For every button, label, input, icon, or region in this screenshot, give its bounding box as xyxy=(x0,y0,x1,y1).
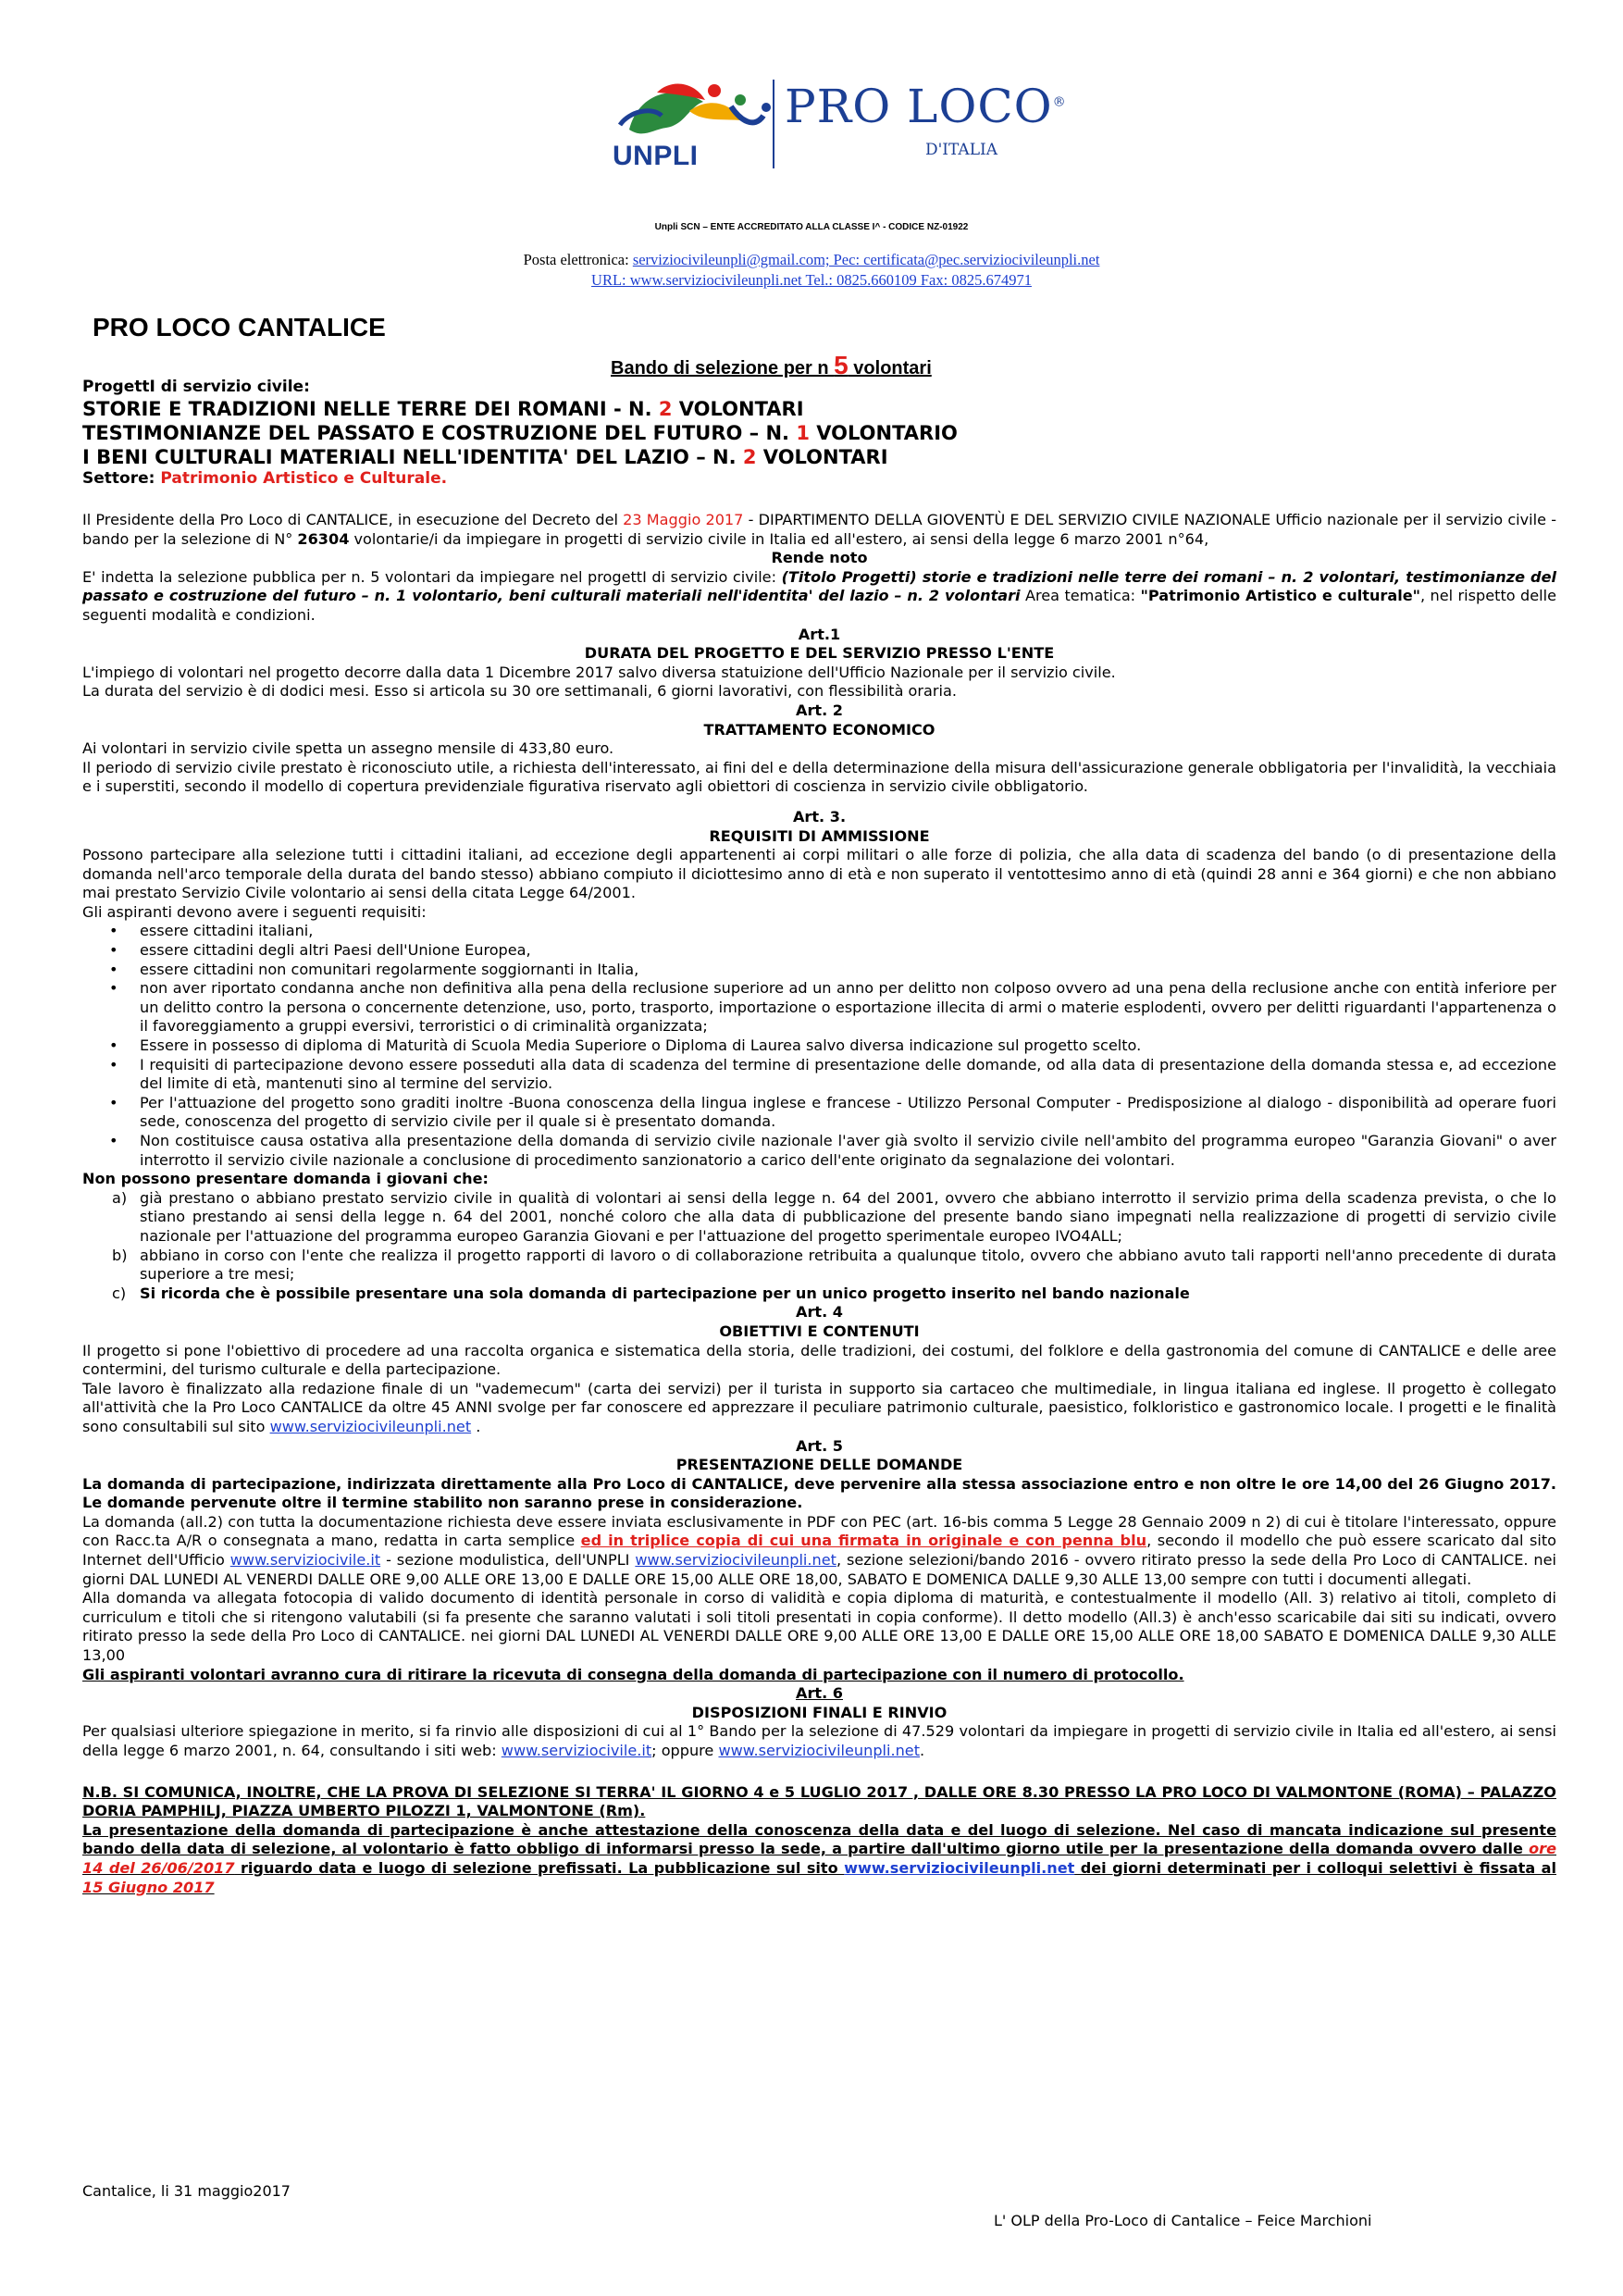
spacer xyxy=(82,1761,1556,1783)
art3-p2: Gli aspiranti devono avere i seguenti requisiti: xyxy=(82,902,427,921)
art1-p2: La durata del servizio è di dodici mesi. Esso si articola su 30 ore settimanali, 6 giorni lavorativi, con flessibilità oraria. xyxy=(82,682,957,701)
requirement-item: • essere cittadini degli altri Paesi dell'Unione Europea, xyxy=(140,941,1556,961)
bando-title xyxy=(611,351,932,380)
document-body xyxy=(82,378,1556,1897)
settore-line xyxy=(82,469,1556,489)
email-links[interactable]: serviziocivileunpli@gmail.com; Pec: certificata@pec.serviziocivileunpli.net xyxy=(632,251,1100,268)
art5-p2 xyxy=(82,1513,1556,1589)
project-2-name: TESTIMONIANZE DEL PASSATO E COSTRUZIONE DEL FUTURO – N. xyxy=(82,422,797,444)
unpli-logo-text: UNPLI xyxy=(613,141,699,171)
rende-noto-area: "Patrimonio Artistico e culturale" xyxy=(1140,587,1421,605)
art6-p1 xyxy=(82,1722,1556,1760)
organization-title: PRO LOCO CANTALICE xyxy=(93,313,386,341)
projects-heading: ProgettI di servizio civile: xyxy=(82,378,310,396)
art1-p1: L'impiego di volontari nel progetto decorre dalla data 1 Dicembre 2017 salvo diversa statuizione dell'Ufficio Nazionale per il servizio civile. xyxy=(82,663,1116,681)
intro-a: Il Presidente della Pro Loco di CANTALICE, in esecuzione del Decreto del xyxy=(82,511,624,528)
nb-p2-b: riguardo data e luogo di selezione prefissati. La pubblicazione sul sito xyxy=(234,1858,845,1877)
logo-divider xyxy=(773,80,774,168)
exclusion-marker: a) xyxy=(112,1188,128,1207)
art6-number: Art. 6 xyxy=(795,1684,843,1703)
nb-p2-c: dei giorni determinati per i colloqui selettivi è fissata al xyxy=(1074,1858,1556,1877)
non-possono-heading: Non possono presentare domanda i giovani che: xyxy=(82,1170,489,1188)
art5-p2-a: La domanda (all.2) con tutta la documentazione richiesta deve essere inviata esclusivamente in PDF con PEC (art. 16-bis comma 5 Legge 28 Gennaio 2009 n 2) di cui è titolare l'interessato, oppure con Racc.ta A/R o consegnata a mano, redatta in carta semplice xyxy=(82,1512,1556,1550)
project-2-unit: VOLONTARIO xyxy=(809,422,958,444)
exclusion-item xyxy=(112,1246,1556,1285)
url-phone-link[interactable]: URL: www.serviziocivileunpli.net Tel.: 0825.660109 Fax: 0825.674971 xyxy=(591,271,1032,289)
footer-place-date: Cantalice, li 31 maggio2017 xyxy=(82,2182,291,2200)
art2-p1: Ai volontari in servizio civile spetta un assegno mensile di 433,80 euro. xyxy=(82,739,614,758)
project-3-name: I BENI CULTURALI MATERIALI NELL'IDENTITA' DEL LAZIO – N. xyxy=(82,446,743,468)
art4-p2-end: . xyxy=(471,1417,481,1435)
project-2 xyxy=(82,421,1556,445)
spacer xyxy=(82,797,1556,808)
project-1 xyxy=(82,397,1556,421)
accreditation-line: Unpli SCN – ENTE ACCREDITATO ALLA CLASSE I^ - CODICE NZ-01922 xyxy=(654,222,969,232)
project-3-unit: VOLONTARI xyxy=(756,446,888,468)
requirements-list xyxy=(82,922,1556,1170)
art2-p2: Il periodo di servizio civile prestato è riconosciuto utile, a richiesta dell'interessato, ai fini del e della determinazione della misura dell'assicurazione generale obbligatoria per l'invalidità, la vecchiaia e i superstiti, secondo il modello di copertura previdenziale figurativa riservato agli obiettori di coscienza in servizio civile obbligatorio. xyxy=(82,758,1556,796)
email-label: Posta elettronica: xyxy=(523,251,629,268)
project-1-count: 2 xyxy=(658,398,673,420)
project-3-count: 2 xyxy=(742,446,757,468)
exclusion-marker: c) xyxy=(112,1284,127,1302)
nb-p1: N.B. SI COMUNICA, INOLTRE, CHE LA PROVA DI SELEZIONE SI TERRA' IL GIORNO 4 e 5 LUGLIO 2017 , DALLE ORE 8.30 PRESSO LA PRO LOCO DI VALMONTONE (ROMA) – PALAZZO DORIA PAMPHILJ, PIAZZA UMBERTO PILOZZI 1, VALMONTONE (Rm). xyxy=(82,1782,1556,1820)
art6-p1-a: Per qualsiasi ulteriore spiegazione in merito, si fa rinvio alle disposizioni di cui al 1° Bando per la selezione di 47.529 volontari da impiegare in progetti di servizio civile in Italia ed all'estero, ai sensi della legge 6 marzo 2001, n. 64, consultando i siti web: xyxy=(82,1722,1556,1759)
settore-value: Patrimonio Artistico e Culturale. xyxy=(160,469,448,488)
art3-p1: Possono partecipare alla selezione tutti i cittadini italiani, ad eccezione degli appartenenti ai corpi militari o alle forze di polizia, che alla data di scadenza del bando (o di presentazione della domanda nell'arco temporale della durata del bando stesso) abbiano compiuto il diciottesimo anno di età e non superato il ventottesimo anno di età (quindi 28 anni e 364 giorni) e che non abbiano mai prestato Servizio Civile volontario ai sensi della citata Legge 64/2001. xyxy=(82,846,1556,902)
registered-mark: ® xyxy=(1052,94,1067,110)
art5-p2-b: , secondo il modello che può essere scaricato dal sito Internet dell'Ufficio xyxy=(82,1532,1556,1570)
exclusion-item xyxy=(112,1188,1556,1247)
rende-noto-a: E' indetta la selezione pubblica per n. 5 volontari da impiegare nel progettI di servizio civile: xyxy=(82,567,782,586)
art6-title: DISPOSIZIONI FINALI E RINVIO xyxy=(691,1703,948,1721)
requirement-item: • non aver riportato condanna anche non definitiva alla pena della reclusione superiore ad un anno per delitto non colposo ovvero ad una pena della reclusione anche con entità inferiore per un delitto contro la persona o concernente detenzione, uso, porto, trasporto, importazione o esportazione illecita di armi o materie esplodenti, ovvero per delitti riguardanti l'appartenenza o il favoreggiamento a gruppi eversivi, terroristici o di criminalità organizzata; xyxy=(140,979,1556,1036)
nb-publication-date: 15 Giugno 2017 xyxy=(82,1878,215,1896)
proloco-logo-text xyxy=(785,80,1067,133)
requirement-item: • Non costituisce causa ostativa alla presentazione della domanda di servizio civile nazionale l'aver già svolto il servizio civile nell'ambito del programma europeo "Garanzia Giovani" o aver interrotto il servizio civile nazionale a conclusione di procedimento sanzionatorio a carico dell'ente originato da segnalazione dei volontari. xyxy=(140,1132,1556,1170)
requirement-item: • I requisiti di partecipazione devono essere posseduti alla data di scadenza del termine di presentazione delle domande, od alla data di presentazione della domanda stessa e, ad eccezione del limite di età, mantenuti sino al termine del servizio. xyxy=(140,1056,1556,1094)
art4-number: Art. 4 xyxy=(795,1303,843,1322)
art5-link-serviziocivile[interactable]: www.serviziocivile.it xyxy=(229,1551,381,1570)
art6-p1-b: ; oppure xyxy=(651,1742,719,1759)
footer-signature: L' OLP della Pro-Loco di Cantalice – Feice Marchioni xyxy=(994,2212,1372,2229)
art5-p2-red: ed in triplice copia di cui una firmata in originale e con penna blu xyxy=(580,1532,1147,1550)
requirement-item: • essere cittadini non comunitari regolarmente soggiornanti in Italia, xyxy=(140,961,1556,980)
nb-p2 xyxy=(82,1821,1556,1897)
art4-title: OBIETTIVI E CONTENUTI xyxy=(719,1322,920,1340)
art5-p3: Alla domanda va allegata fotocopia di valido documento di identità personale in corso di validità e copia diploma di maturità, e contestualmente il modello (All. 3) relativo ai titoli, completo di curriculum e titoli che si ritengono valutabili (si fa presente che saranno valutati i soli titoli presentati in copia conforme). Il detto modello (All.3) è anch'esso scaricabile dai siti su indicati, ovvero ritirato presso la sede della Pro Loco di CANTALICE. nei giorni DAL LUNEDI AL VENERDI DALLE ORE 9,00 ALLE ORE 13,00 E DALLE ORE 15,00 ALLE ORE 18,00 SABATO E DOMENICA DALLE 9,30 ALLE 13,00 xyxy=(82,1589,1556,1665)
proloco-logo-word: PRO LOCO xyxy=(785,80,1053,133)
project-3 xyxy=(82,445,1556,469)
art5-title: PRESENTAZIONE DELLE DOMANDE xyxy=(675,1456,963,1474)
rende-noto-c: Area tematica: xyxy=(1020,587,1141,605)
art2-number: Art. 2 xyxy=(795,701,843,719)
exclusion-text: abbiano in corso con l'ente che realizza il progetto rapporti di lavoro o di collaborazione retribuita a qualunque titolo, ovvero che abbiano avuto tali rapporti nell'anno precedente di durata superiore a tre mesi; xyxy=(140,1246,1556,1284)
art5-p1: La domanda di partecipazione, indirizzata direttamente alla Pro Loco di CANTALICE, deve pervenire alla stessa associazione entro e non oltre le ore 14,00 del 26 Giugno 2017. Le domande pervenute oltre il termine stabilito non saranno prese in considerazione. xyxy=(82,1474,1556,1512)
art4-site-link[interactable]: www.serviziocivileunpli.net xyxy=(269,1417,472,1435)
settore-label: Settore: xyxy=(82,469,161,488)
intro-date: 23 Maggio 2017 xyxy=(623,511,744,528)
intro-c: volontarie/i da impiegare in progetti di servizio civile in Italia ed all'estero, ai sensi della legge 6 marzo 2001 n°64, xyxy=(349,529,1209,548)
contact-url-line xyxy=(0,271,1623,290)
exclusion-marker: b) xyxy=(112,1246,128,1264)
art6-p1-c: . xyxy=(920,1742,925,1759)
bando-pre: Bando di selezione per n xyxy=(611,358,835,379)
art5-number: Art. 5 xyxy=(795,1436,843,1455)
nb-p2-a: La presentazione della domanda di partecipazione è anche attestazione della conoscenza della data e del luogo di selezione. Nel caso di mancata indicazione sul presente bando della data di selezione, al volontario è fatto obbligo di informarsi presso la sede, a partire dall'ultimo giorno utile per la presentazione della domanda ovvero dalle xyxy=(82,1820,1556,1858)
rende-noto-paragraph xyxy=(82,568,1556,626)
art3-title: REQUISITI DI AMMISSIONE xyxy=(709,826,930,845)
requirement-item: • Per l'attuazione del progetto sono graditi inoltre -Buona conoscenza della lingua inglese e francese - Utilizzo Personal Computer - Predisposizione al dialogo - disponibilità ad operare fuori sede, conoscenza del progetto di servizio civile per il quale si è presentato domanda. xyxy=(140,1094,1556,1132)
project-2-count: 1 xyxy=(796,422,810,444)
art6-link-serviziocivile[interactable]: www.serviziocivile.it xyxy=(501,1742,652,1759)
nb-site-link[interactable]: www.serviziocivileunpli.net xyxy=(844,1858,1075,1877)
art5-p2-d: , sezione selezioni/bando 2016 - ovvero ritirato presso la sede della Pro Loco di CANTALICE. nei giorni DAL LUNEDI AL VENERDI DALLE ORE 9,00 ALLE ORE 13,00 E DALLE ORE 15,00 ALLE ORE 18,00, SABATO E DOMENICA DALLE 9,30 ALLE 13,00 sempre con tutti i documenti allegati. xyxy=(82,1551,1556,1588)
requirement-item: • essere cittadini italiani, xyxy=(140,922,1556,941)
spacer xyxy=(82,489,1556,511)
nb-deadline: ore 14 del 26/06/2017 xyxy=(82,1840,1556,1877)
art4-p1: Il progetto si pone l'obiettivo di procedere ad una raccolta organica e sistematica della storia, delle tradizioni, dei costumi, del folklore e della gastronomia del comune di CANTALICE e delle aree contermini, del turismo culturale e della partecipazione. xyxy=(82,1341,1556,1379)
art2-title: TRATTAMENTO ECONOMICO xyxy=(703,720,935,738)
intro-num: 26304 xyxy=(297,529,350,548)
contact-email-line xyxy=(0,251,1623,269)
art1-title: DURATA DEL PROGETTO E DEL SERVIZIO PRESSO L'ENTE xyxy=(584,644,1055,663)
proloco-ditalia-text: D'ITALIA xyxy=(925,141,997,159)
rende-noto-heading: Rende noto xyxy=(771,549,868,567)
art5-link-unpli[interactable]: www.serviziocivileunpli.net xyxy=(635,1551,836,1570)
header-logo xyxy=(601,74,1083,176)
art3-number: Art. 3. xyxy=(792,807,847,825)
project-1-unit: VOLONTARI xyxy=(672,398,804,420)
exclusion-item xyxy=(112,1284,1556,1304)
art5-p4: Gli aspiranti volontari avranno cura di ritirare la ricevuta di consegna della domanda di partecipazione con il numero di protocollo. xyxy=(82,1665,1184,1683)
art4-p2 xyxy=(82,1380,1556,1437)
rende-noto-titles: (Titolo Progetti) storie e tradizioni nelle terre dei romani – n. 2 volontari, testimonianze del passato e costruzione del futuro – n. 1 volontario, beni culturali materiali nell'identita' del lazio – n. 2 volontari xyxy=(82,567,1556,605)
art1-number: Art.1 xyxy=(798,625,841,643)
rende-noto-d: , nel rispetto delle seguenti modalità e condizioni. xyxy=(82,587,1556,624)
bando-post: volontari xyxy=(848,358,932,379)
exclusion-text: già prestano o abbiano prestato servizio civile in qualità di volontari ai sensi della legge n. 64 del 2001, ovvero che abbiano interrotto il servizio prima della scadenza prevista, o che lo stiano prestando ai sensi della legge n. 64 del 2001, nonché coloro che alla data di pubblicazione del presente bando siano impegnati nella realizzazione di progetti di servizio civile nazionale per l'attuazione del programma europeo Garanzia Giovani e per l'attuazione del progetto sperimentale europeo IVO4ALL; xyxy=(140,1188,1556,1245)
art6-link-unpli[interactable]: www.serviziocivileunpli.net xyxy=(718,1742,921,1759)
requirement-item: • Essere in possesso di diploma di Maturità di Scuola Media Superiore o Diploma di Laurea salvo diversa indicazione sul progetto scelto. xyxy=(140,1036,1556,1056)
exclusions-list xyxy=(82,1189,1556,1304)
project-1-name: STORIE E TRADIZIONI NELLE TERRE DEI ROMANI - N. xyxy=(82,398,659,420)
exclusion-text: Si ricorda che è possibile presentare una sola domanda di partecipazione per un unico progetto inserito nel bando nazionale xyxy=(140,1284,1190,1302)
intro-b: - DIPARTIMENTO DELLA GIOVENTÙ E DEL SERVIZIO CIVILE NAZIONALE Ufficio nazionale per il servizio civile - bando per la selezione di N° xyxy=(82,511,1556,548)
art4-p2-text: Tale lavoro è finalizzato alla redazione finale di un "vademecum" (carta dei servizi) per il turista in supporto sia cartaceo che multimediale, in lingua italiana ed inglese. Il progetto è collegato all'attività che la Pro Loco CANTALICE da oltre 45 ANNI svolge per far conoscere ed apprezzare il peculiare patrimonio culturale, paesistico, folkloristico e gastronomico locale. I progetti e le finalità sono consultabili sul sito xyxy=(82,1379,1556,1435)
intro-paragraph xyxy=(82,511,1556,549)
bando-number: 5 xyxy=(834,351,849,379)
art5-p2-c: - sezione modulistica, dell'UNPLI xyxy=(380,1551,636,1570)
